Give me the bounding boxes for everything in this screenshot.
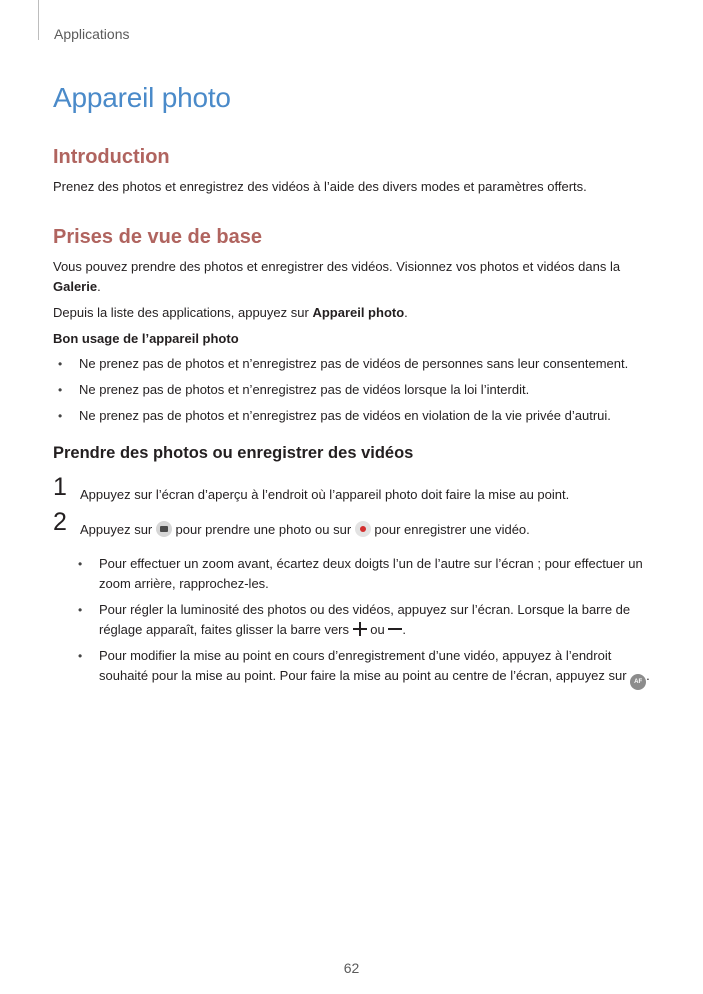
autofocus-icon: AF (630, 674, 646, 690)
step-2-text-b: pour prendre une photo ou sur (175, 522, 352, 537)
basics-p1-end: . (97, 279, 101, 294)
tip-brightness-c: . (402, 622, 406, 637)
basics-p1-text: Vous pouvez prendre des photos et enregistrer des vidéos. Visionnez vos photos et vidéos dans la (53, 259, 621, 274)
record-video-icon (355, 521, 371, 537)
list-item (53, 380, 651, 400)
step-2-number: 2 (53, 508, 67, 536)
chapter-title: Appareil photo (53, 82, 231, 113)
bullet-dot: • (58, 357, 63, 371)
usage-bullet-3: Ne prenez pas de photos et n’enregistrez pas de vidéos en violation de la vie privée d’autrui. (79, 408, 611, 423)
step-2 (53, 508, 651, 540)
intro-title: Introduction (53, 146, 170, 168)
list-item (53, 406, 651, 426)
tips-list (73, 554, 651, 690)
bullet-dot: • (78, 557, 83, 571)
intro-section (53, 146, 651, 197)
tip-focus-a: Pour modifier la mise au point en cours d’enregistrement d’une vidéo, appuyez à l’endroit souhaité pour la mise au point. Pour faire la mise au point au centre de l’écran, appuyez sur (99, 648, 627, 683)
take-photos-title: Prendre des photos ou enregistrer des vidéos (53, 444, 414, 462)
usage-bullet-2: Ne prenez pas de photos et n’enregistrez pas de vidéos lorsque la loi l’interdit. (79, 382, 530, 397)
usage-list (53, 354, 651, 426)
usage-bullet-1: Ne prenez pas de photos et n’enregistrez pas de vidéos de personnes sans leur consentement. (79, 356, 629, 371)
step-1 (53, 473, 651, 505)
minus-icon (388, 628, 402, 630)
camera-shutter-icon (156, 521, 172, 537)
tip-brightness-b: ou (370, 622, 385, 637)
step-2-text-c: pour enregistrer une vidéo. (374, 522, 530, 537)
basics-paragraph-1 (53, 257, 651, 297)
step-2-text-a: Appuyez sur (80, 522, 153, 537)
list-item (73, 646, 651, 690)
bullet-dot: • (78, 603, 83, 617)
bullet-dot: • (78, 649, 83, 663)
take-photos-section (53, 444, 651, 696)
basics-p2-end: . (404, 305, 408, 320)
list-item (73, 600, 651, 640)
basics-section (53, 226, 651, 432)
basics-p2-text: Depuis la liste des applications, appuyez sur (53, 305, 309, 320)
step-1-number: 1 (53, 473, 67, 501)
list-item (53, 354, 651, 374)
bullet-dot: • (58, 383, 63, 397)
step-1-text: Appuyez sur l’écran d’aperçu à l’endroit où l’appareil photo doit faire la mise au point. (80, 487, 570, 502)
tip-focus-b: . (646, 668, 650, 683)
list-item (73, 554, 651, 594)
plus-icon (353, 622, 367, 636)
tip-zoom: Pour effectuer un zoom avant, écartez deux doigts l’un de l’autre sur l’écran ; pour effectuer un zoom arrière, rapprochez-les. (99, 556, 643, 591)
basics-paragraph-2 (53, 303, 651, 323)
intro-text: Prenez des photos et enregistrez des vidéos à l’aide des divers modes et paramètres offerts. (53, 179, 587, 194)
basics-title: Prises de vue de base (53, 226, 263, 248)
bullet-dot: • (58, 409, 63, 423)
gallery-app-name: Galerie (53, 279, 98, 294)
running-head: Applications (54, 26, 130, 42)
tip-brightness-a: Pour régler la luminosité des photos ou des vidéos, appuyez sur l’écran. Lorsque la barre de réglage apparaît, faites glisser la barre vers (99, 602, 631, 637)
page-number: 62 (343, 960, 360, 976)
corner-rule (38, 0, 39, 40)
usage-title: Bon usage de l’appareil photo (53, 331, 239, 346)
camera-app-name: Appareil photo (312, 305, 405, 320)
